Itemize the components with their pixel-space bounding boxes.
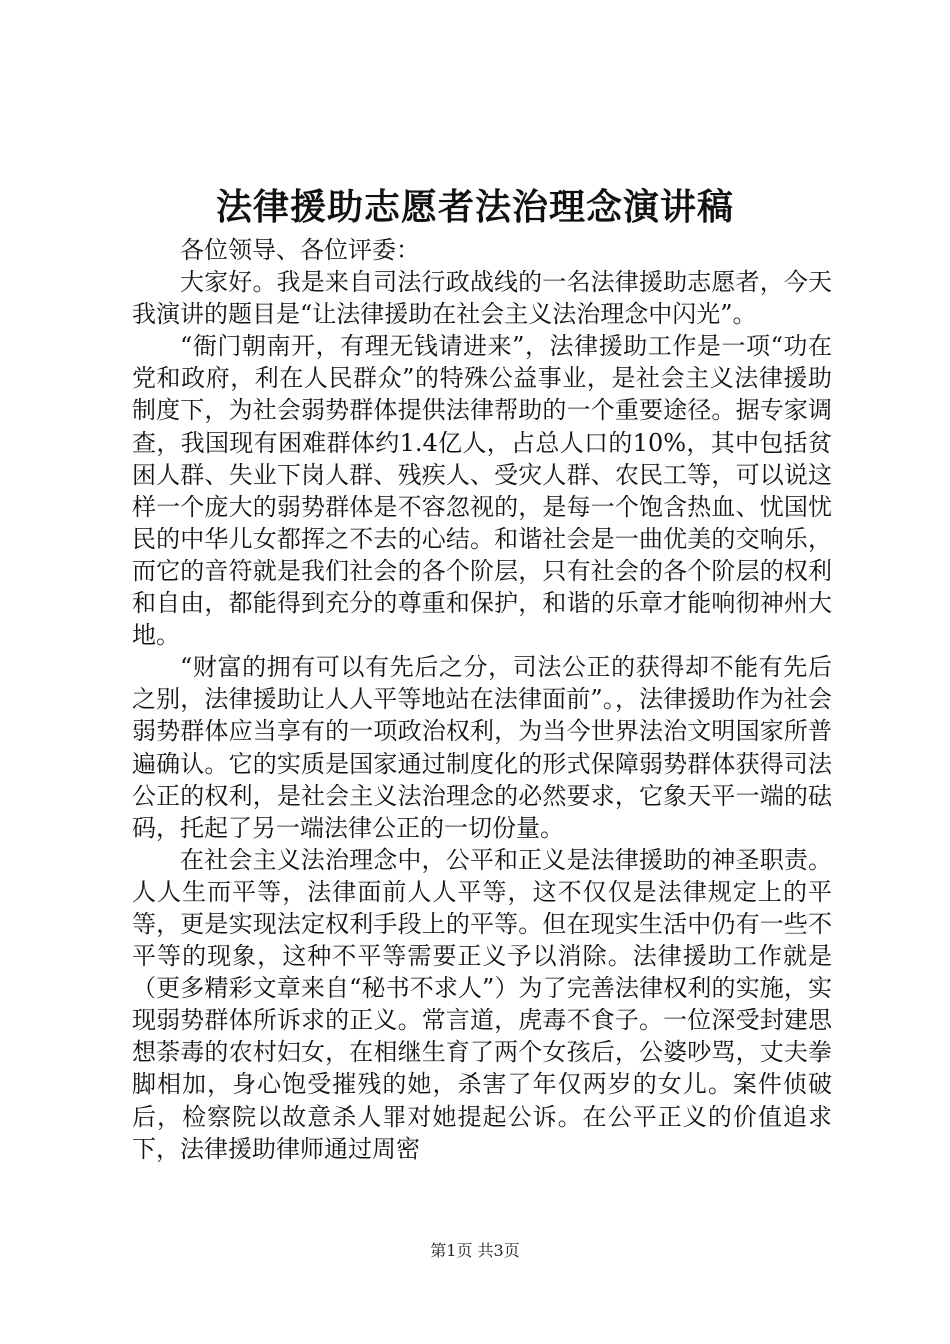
salutation: 各位领导、各位评委： — [180, 236, 420, 264]
paragraph-1: 大家好。我是来自司法行政战线的一名法律援助志愿者，今天我演讲的题目是“让法律援助在社会主义法治理念中闪光”。 — [132, 268, 832, 329]
paragraph-4: 在社会主义法治理念中，公平和正义是法律援助的神圣职责。人人生而平等，法律面前人人平等，这不仅仅是法律规定上的平等，更是实现法定权利手段上的平等。但在现实生活中仍有一些不平等的现象，这种不平等需要正义予以消除。法律援助工作就是（更多精彩文章来自“秘书不求人”）为了完善法律权利的实施，实现弱势群体所诉求的正义。常言道，虎毒不食子。一位深受封建思想荼毒的农村妇女，在相继生育了两个女孩后，公婆吵骂，丈夫拳脚相加，身心饱受摧残的她，杀害了年仅两岁的女儿。案件侦破后，检察院以故意杀人罪对她提起公诉。在公平正义的价值追求下，法律援助律师通过周密 — [132, 845, 832, 1163]
page-footer: 第1页 共3页 — [430, 1241, 520, 1260]
paragraph-3: “财富的拥有可以有先后之分，司法公正的获得却不能有先后之别，法律援助让人人平等地站在法律面前”。，法律援助作为社会弱势群体应当享有的一项政治权利，为当今世界法治文明国家所普遍确认。它的实质是国家通过制度化的形式保障弱势群体获得司法公正的权利，是社会主义法治理念的必然要求，它象天平一端的砝码，托起了另一端法律公正的一切份量。 — [132, 653, 832, 842]
document-body — [132, 234, 832, 1165]
document-title: 法律援助志愿者法治理念演讲稿 — [215, 187, 734, 228]
paragraph-2: “衙门朝南开，有理无钱请进来”，法律援助工作是一项“功在党和政府，利在人民群众”的特殊公益事业，是社会主义法律援助制度下，为社会弱势群体提供法律帮助的一个重要途径。据专家调查，我国现有困难群体约1.4亿人，占总人口的10%，其中包括贫困人群、失业下岗人群、残疾人、受灾人群、农民工等，可以说这样一个庞大的弱势群体是不容忽视的，是每一个饱含热血、忧国忧民的中华儿女都挥之不去的心结。和谐社会是一曲优美的交响乐，而它的音符就是我们社会的各个阶层，只有社会的各个阶层的权利和自由，都能得到充分的尊重和保护，和谐的乐章才能响彻神州大地。 — [132, 332, 832, 650]
